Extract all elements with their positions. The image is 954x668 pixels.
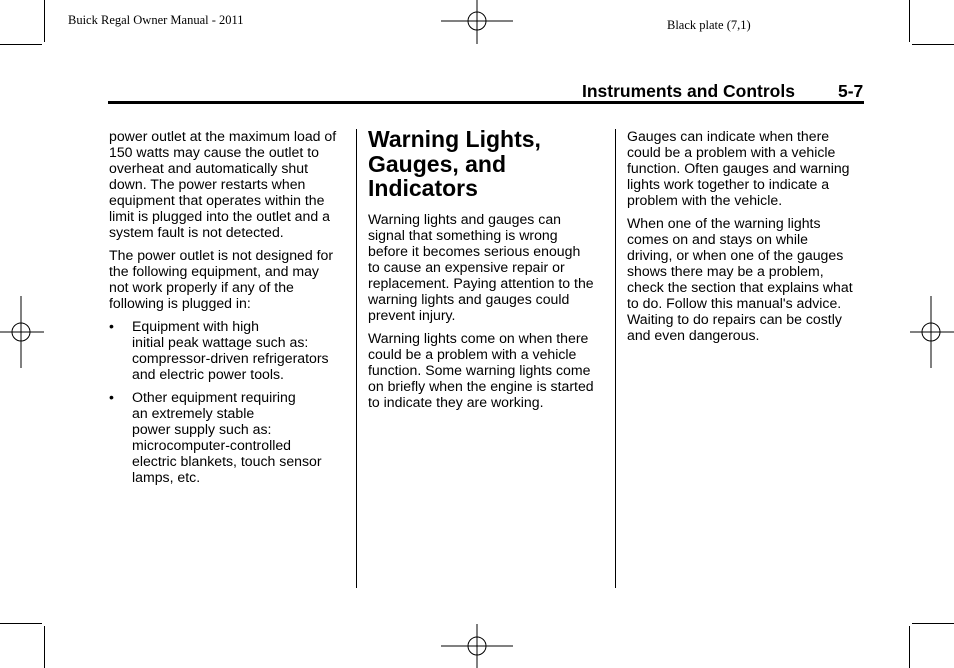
column-middle bbox=[368, 127, 610, 417]
crop-mark-bottom-right-horizontal bbox=[912, 623, 954, 624]
crop-mark-top-right-vertical bbox=[909, 0, 910, 42]
bullet-glyph: • bbox=[109, 318, 114, 334]
list-item bbox=[109, 318, 351, 382]
column-divider-left bbox=[356, 129, 357, 588]
left-paragraph-2: The power outlet is not designed for the following equipment, and may not work properly if any of the following is plugged in: bbox=[109, 247, 334, 311]
list-item bbox=[109, 389, 351, 485]
crop-mark-bottom-right-vertical bbox=[909, 626, 910, 668]
registration-mark-right bbox=[910, 296, 954, 368]
registration-mark-bottom bbox=[441, 624, 513, 668]
header-rule bbox=[108, 101, 864, 104]
column-divider-right bbox=[615, 129, 616, 588]
right-paragraph-2: When one of the warning lights comes on and stays on while driving, or when one of the gauges shows there may be a problem, check the section that explains what to do. Follow this manual's advice. Waiting to do repairs can be costly and even dangerous. bbox=[627, 215, 853, 343]
plate-label: Black plate (7,1) bbox=[667, 18, 751, 32]
page-number: 5-7 bbox=[838, 81, 864, 101]
section-title: Instruments and Controls bbox=[582, 81, 795, 101]
list-item-text: Equipment with high initial peak wattage such as: compressor-driven refrigerators and electric power tools. bbox=[132, 318, 329, 382]
right-paragraph-1: Gauges can indicate when there could be a problem with a vehicle function. Often gauges and warning lights work together to indicate a problem with the vehicle. bbox=[627, 128, 850, 208]
crop-mark-bottom-left-horizontal bbox=[0, 623, 42, 624]
registration-mark-left bbox=[0, 296, 44, 368]
crop-mark-top-right-horizontal bbox=[912, 44, 954, 45]
left-paragraph-1: power outlet at the maximum load of 150 watts may cause the outlet to overheat and automatically shut down. The power restarts when equipment that operates within the limit is plugged into the outlet and a system fault is not detected. bbox=[109, 128, 337, 240]
list-item-text: Other equipment requiring an extremely stable power supply such as: microcomputer-controlled electric blankets, touch sensor lamps, etc. bbox=[132, 389, 322, 485]
bullet-glyph: • bbox=[109, 389, 114, 405]
column-left bbox=[109, 128, 351, 492]
middle-paragraph-2: Warning lights come on when there could be a problem with a vehicle function. Some warning lights come on briefly when the engine is started to indicate they are working. bbox=[368, 329, 594, 410]
crop-mark-top-left-horizontal bbox=[0, 44, 42, 45]
crop-mark-top-left-vertical bbox=[44, 0, 45, 42]
middle-paragraph-1: Warning lights and gauges can signal that something is wrong before it becomes serious enough to cause an expensive repair or replacement. Paying attention to the warning lights and gauges could prevent injury. bbox=[368, 210, 594, 323]
column-right bbox=[627, 128, 869, 350]
manual-title: Buick Regal Owner Manual - 2011 bbox=[68, 13, 244, 27]
registration-mark-top bbox=[441, 0, 513, 44]
crop-mark-bottom-left-vertical bbox=[44, 626, 45, 668]
section-heading: Warning Lights, Gauges, and Indicators bbox=[368, 126, 541, 201]
